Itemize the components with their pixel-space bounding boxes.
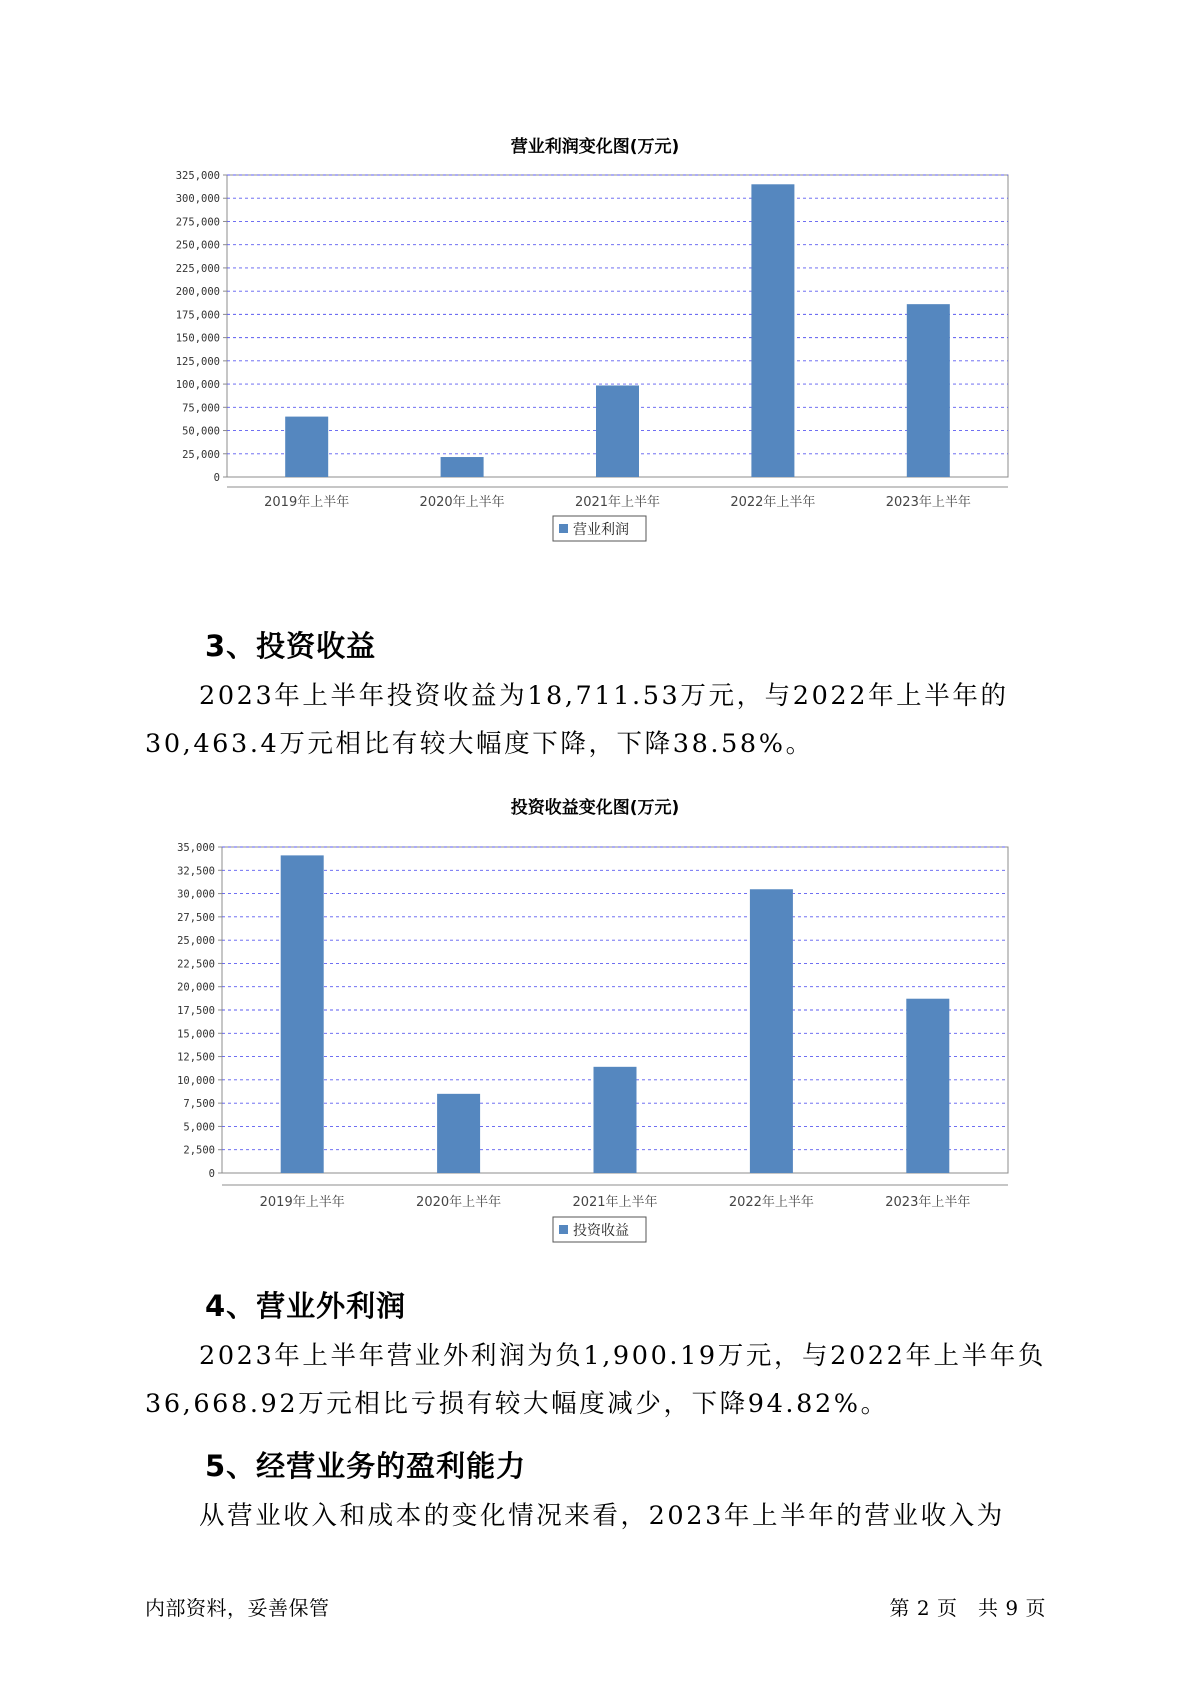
y-tick-label: 25,000 [182,448,220,461]
y-tick-label: 12,500 [177,1051,215,1064]
y-tick-label: 225,000 [175,262,220,275]
bar-4 [751,184,794,477]
section-5-heading: 5、经营业务的盈利能力 [205,1449,527,1483]
y-tick-label: 275,000 [175,216,220,229]
section-3-heading: 3、投资收益 [205,629,377,663]
x-category-label: 2023年上半年 [885,495,971,510]
y-tick-label: 32,500 [177,865,215,878]
x-category-label: 2019年上半年 [259,1195,345,1210]
section-3-paragraph: 2023年上半年投资收益为18,711.53万元，与2022年上半年的30,463.4万元相比有较大幅度下降，下降38.58%。 [145,681,1009,759]
chart-legend [553,516,646,541]
chart-legend [553,1217,646,1242]
y-tick-label: 0 [208,1168,215,1180]
y-tick-label: 7,500 [183,1098,215,1111]
bar-4 [750,889,793,1173]
bar-5 [906,999,949,1173]
bar-2 [441,457,484,477]
footer-page-number: 第 2 页 共 9 页 [889,1596,1046,1620]
footer-confidential-note: 内部资料，妥善保管 [145,1596,330,1620]
legend-swatch [559,1225,568,1234]
y-tick-label: 20,000 [177,981,215,994]
section-4-heading: 4、营业外利润 [205,1289,407,1323]
operating-profit-chart [0,120,1191,560]
y-tick-label: 17,500 [177,1005,215,1017]
legend-label: 投资收益 [573,1223,629,1239]
y-tick-label: 2,500 [183,1144,215,1157]
y-tick-label: 25,000 [177,935,215,948]
y-tick-label: 35,000 [177,842,215,854]
chart-title: 营业利润变化图(万元) [510,137,680,157]
y-tick-label: 22,500 [177,958,215,971]
x-category-label: 2020年上半年 [419,495,505,510]
x-category-label: 2021年上半年 [572,1195,658,1210]
y-tick-label: 300,000 [175,193,220,206]
x-category-label: 2020年上半年 [416,1195,502,1210]
legend-swatch [559,524,568,533]
y-tick-label: 150,000 [175,332,220,345]
y-tick-label: 0 [213,472,220,484]
y-tick-label: 250,000 [175,239,220,252]
y-tick-label: 175,000 [175,309,220,322]
y-tick-label: 100,000 [175,379,220,392]
operating-profit-chart-svg [0,120,1191,560]
section-4-paragraph: 2023年上半年营业外利润为负1,900.19万元，与2022年上半年负36,668.92万元相比亏损有较大幅度减少，下降94.82%。 [145,1341,1046,1419]
y-tick-label: 325,000 [175,170,220,182]
y-tick-label: 5,000 [183,1121,215,1134]
bar-3 [594,1067,637,1173]
bar-5 [907,304,950,477]
x-category-label: 2023年上半年 [885,1195,971,1210]
bar-1 [281,855,324,1173]
y-tick-label: 50,000 [182,425,220,438]
legend-label: 营业利润 [573,522,629,538]
y-tick-label: 200,000 [175,286,220,299]
bar-3 [596,385,639,477]
y-tick-label: 10,000 [177,1074,215,1087]
x-category-label: 2022年上半年 [728,1195,814,1210]
y-tick-label: 15,000 [177,1028,215,1041]
investment-income-chart-svg [0,785,1191,1245]
x-category-label: 2021年上半年 [574,495,661,510]
x-category-label: 2022年上半年 [730,495,816,510]
chart-title: 投资收益变化图(万元) [510,798,680,818]
section-5-paragraph: 从营业收入和成本的变化情况来看，2023年上半年的营业收入为 [199,1501,1005,1531]
investment-income-chart [0,785,1191,1245]
y-tick-label: 30,000 [177,888,215,901]
y-tick-label: 75,000 [182,402,220,415]
bar-2 [437,1094,480,1173]
y-tick-label: 27,500 [177,911,215,924]
y-tick-label: 125,000 [175,355,220,368]
x-category-label: 2019年上半年 [264,495,350,510]
bar-1 [285,417,328,477]
